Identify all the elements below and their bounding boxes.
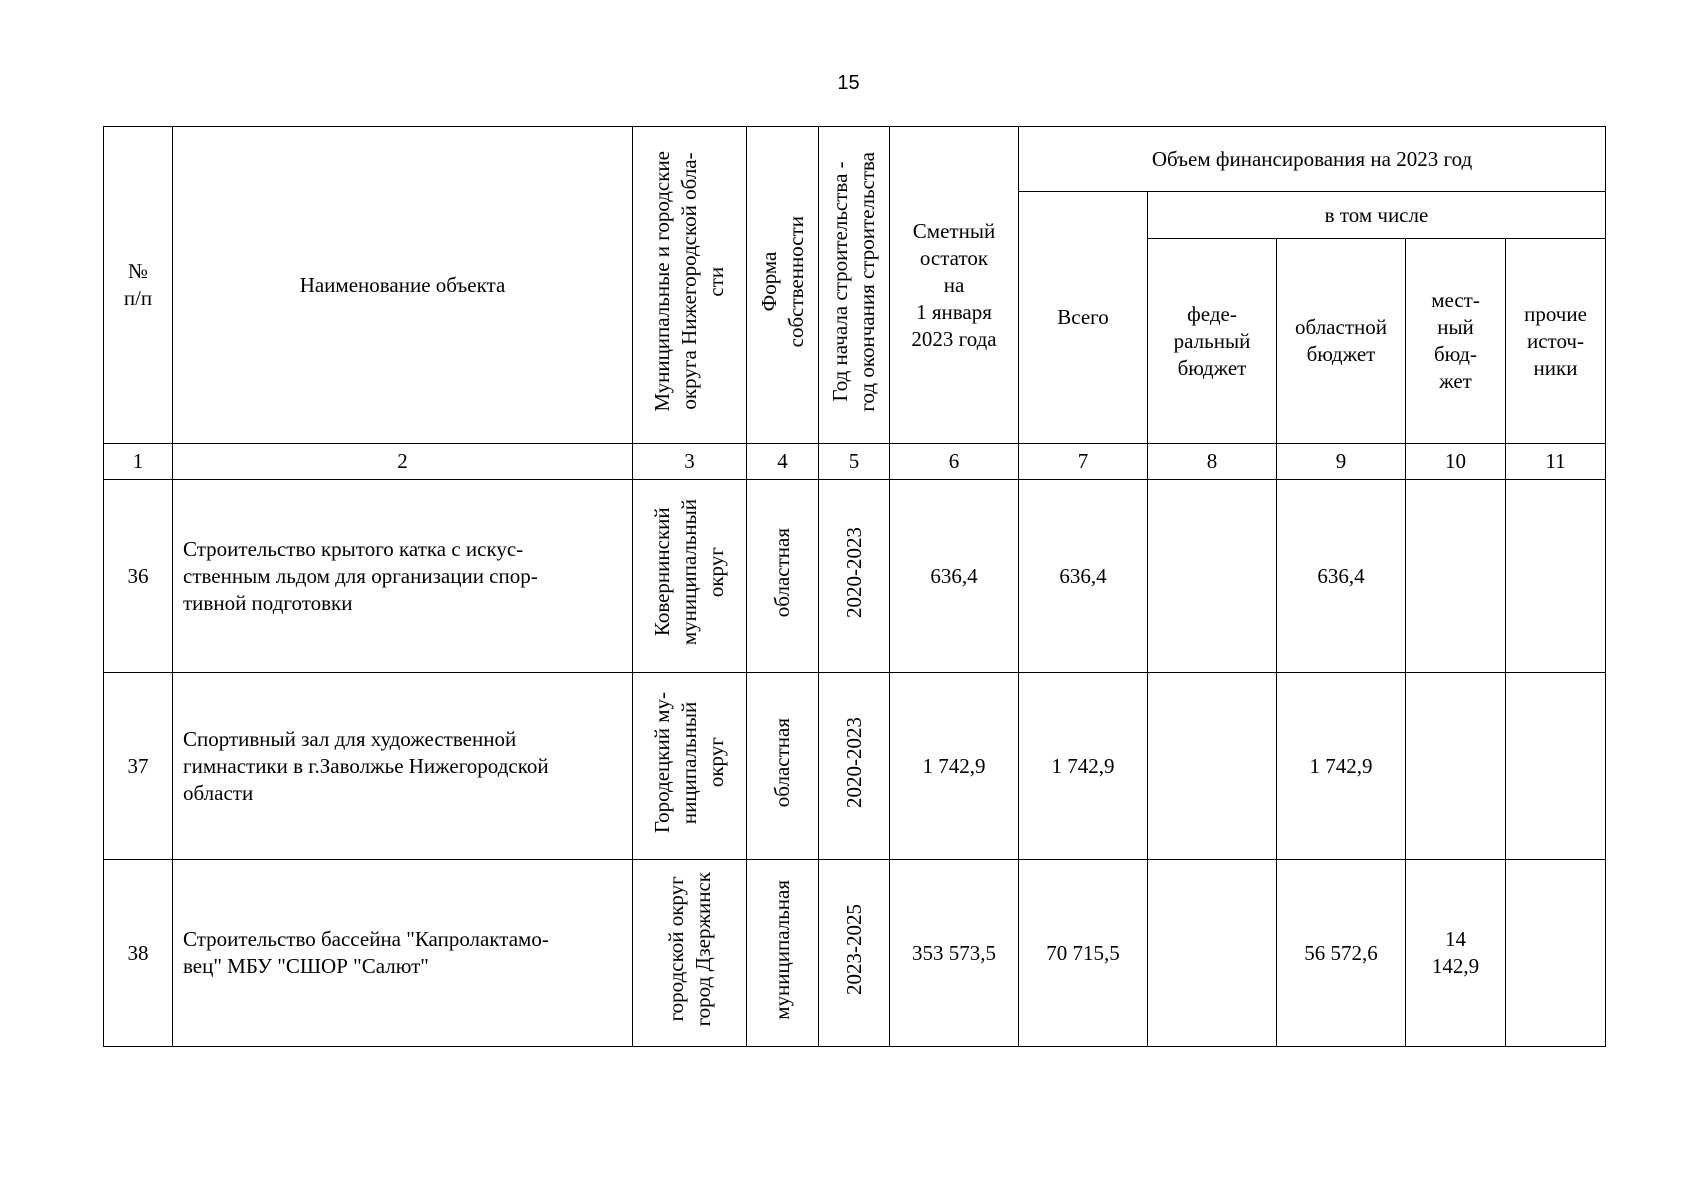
header-financing-title: Объем финансирования на 2023 год <box>1019 127 1606 192</box>
header-total: Всего <box>1019 192 1148 444</box>
page-number: 15 <box>837 72 860 94</box>
column-number: 1 <box>104 444 173 480</box>
header-municipality: Муниципальные и городские округа Нижегородской обла- сти <box>633 127 747 444</box>
row-ownership: муниципальная <box>747 860 819 1047</box>
column-number: 3 <box>633 444 747 480</box>
row-other <box>1506 860 1606 1047</box>
row-total: 636,4 <box>1019 480 1148 673</box>
row-federal <box>1148 480 1277 673</box>
row-num: 37 <box>104 673 173 860</box>
table-row <box>104 860 1606 1047</box>
row-num: 36 <box>104 480 173 673</box>
row-ownership: областная <box>747 480 819 673</box>
row-object-name: Спортивный зал для художественной гимнастики в г.Заволжье Нижегородской области <box>173 673 633 860</box>
row-municipality: Городецкий му- ниципальный округ <box>633 673 747 860</box>
row-total: 1 742,9 <box>1019 673 1148 860</box>
row-object-name: Строительство крытого катка с искус- ственным льдом для организации спор- тивной подготовки <box>173 480 633 673</box>
row-balance: 636,4 <box>890 480 1019 673</box>
row-object-name: Строительство бассейна "Капролактамо- вец" МБУ "СШОР "Салют" <box>173 860 633 1047</box>
header-balance: Сметный остаток на 1 января 2023 года <box>890 127 1019 444</box>
column-number: 2 <box>173 444 633 480</box>
row-local <box>1406 673 1506 860</box>
row-federal <box>1148 860 1277 1047</box>
header-row-1 <box>104 127 1606 192</box>
header-other: прочие источ- ники <box>1506 239 1606 444</box>
header-num: № п/п <box>104 127 173 444</box>
column-number: 5 <box>819 444 890 480</box>
header-ownership: Форма собственности <box>747 127 819 444</box>
column-number: 11 <box>1506 444 1606 480</box>
table-row <box>104 480 1606 673</box>
column-number: 8 <box>1148 444 1277 480</box>
header-federal: феде- ральный бюджет <box>1148 239 1277 444</box>
row-ownership: областная <box>747 673 819 860</box>
row-balance: 353 573,5 <box>890 860 1019 1047</box>
row-num: 38 <box>104 860 173 1047</box>
column-number: 7 <box>1019 444 1148 480</box>
financing-table <box>103 126 1606 1047</box>
row-municipality: Ковернинский муниципальный округ <box>633 480 747 673</box>
row-regional: 56 572,6 <box>1277 860 1406 1047</box>
row-other <box>1506 480 1606 673</box>
table-row <box>104 673 1606 860</box>
column-number: 10 <box>1406 444 1506 480</box>
header-regional: областной бюджет <box>1277 239 1406 444</box>
header-years: Год начала строительства - год окончания строительства <box>819 127 890 444</box>
row-local: 14 142,9 <box>1406 860 1506 1047</box>
row-years: 2023-2025 <box>819 860 890 1047</box>
row-regional: 1 742,9 <box>1277 673 1406 860</box>
row-years: 2020-2023 <box>819 480 890 673</box>
header-local: мест- ный бюд- жет <box>1406 239 1506 444</box>
column-number: 6 <box>890 444 1019 480</box>
row-municipality: городской округ город Дзержинск <box>633 860 747 1047</box>
row-other <box>1506 673 1606 860</box>
column-numbers-row <box>104 444 1606 480</box>
row-local <box>1406 480 1506 673</box>
header-including: в том числе <box>1148 192 1606 239</box>
row-balance: 1 742,9 <box>890 673 1019 860</box>
row-years: 2020-2023 <box>819 673 890 860</box>
column-number: 9 <box>1277 444 1406 480</box>
row-regional: 636,4 <box>1277 480 1406 673</box>
column-number: 4 <box>747 444 819 480</box>
row-federal <box>1148 673 1277 860</box>
row-total: 70 715,5 <box>1019 860 1148 1047</box>
header-name: Наименование объекта <box>173 127 633 444</box>
